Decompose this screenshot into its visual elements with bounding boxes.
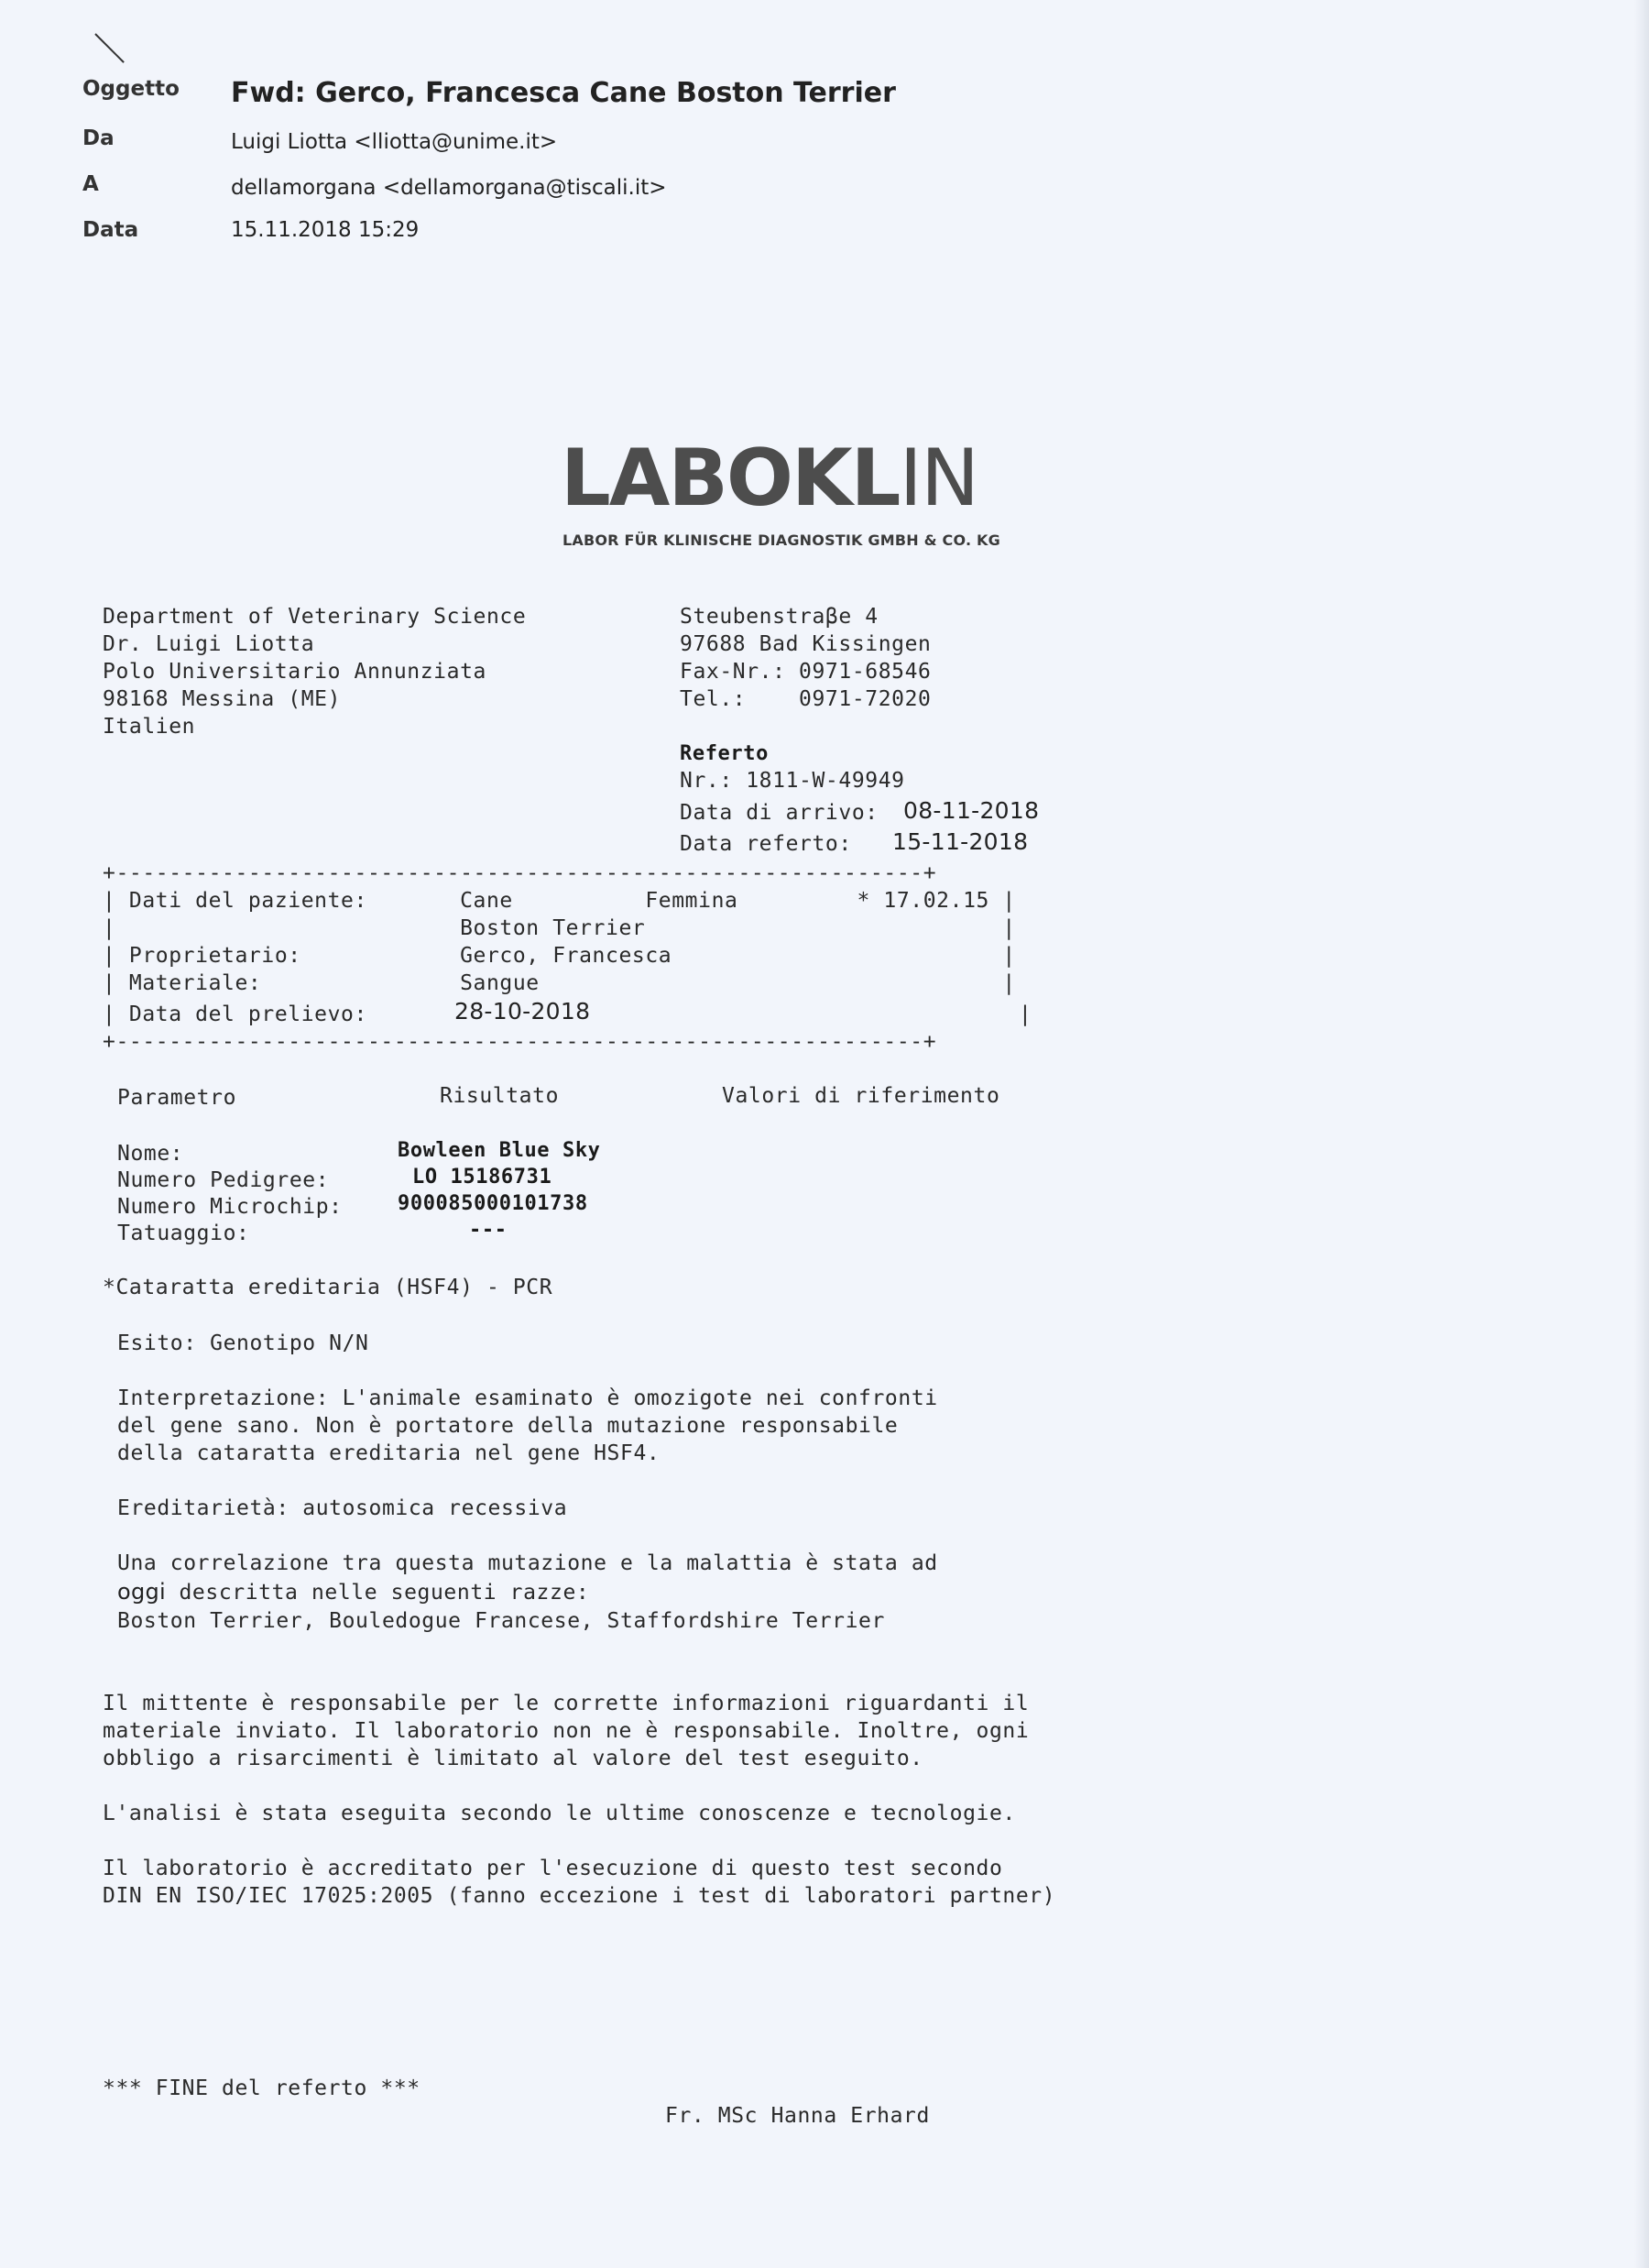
test-outcome: Esito: Genotipo N/N: [117, 1331, 369, 1355]
recipient-line: Department of Veterinary Science: [103, 605, 527, 629]
correlation-oggi: oggi: [117, 1579, 167, 1605]
dog-name: Bowleen Blue Sky: [398, 1139, 601, 1162]
disclaimer-line: Il mittente è responsabile per le corrette informazioni riguardanti il: [103, 1692, 1030, 1715]
accreditation-line: Il laboratorio è accreditato per l'esecuzione di questo test secondo: [103, 1857, 1003, 1880]
end-note: *** FINE del referto ***: [103, 2076, 420, 2100]
report-date-label: Data referto:: [680, 832, 852, 856]
date-label: Data: [82, 218, 139, 242]
report-title: Referto: [680, 742, 769, 765]
lab-address-line: Steubenstraβe 4: [680, 605, 879, 629]
logo-wordmark: [561, 433, 977, 524]
disclaimer-line: obbligo a risarcimenti è limitato al valore del test eseguito.: [103, 1747, 923, 1770]
report-number: Nr.: 1811-W-49949: [680, 769, 905, 793]
subject-label: Oggetto: [82, 77, 180, 101]
pedigree-number: LO 15186731: [412, 1166, 552, 1189]
signature: Fr. MSc Hanna Erhard: [665, 2104, 930, 2128]
col-parameter: Parametro: [117, 1086, 237, 1110]
ident-label: Tatuaggio:: [117, 1222, 250, 1245]
email-from: Luigi Liotta <lliotta@unime.it>: [231, 130, 558, 154]
patient-row: | Proprietario: Gerco, Francesca |: [103, 944, 1016, 968]
pen-mark: [94, 33, 125, 63]
logo-word-main: LABOKL: [561, 433, 900, 524]
report-date: 15-11-2018: [892, 828, 1029, 855]
col-reference: Valori di riferimento: [722, 1084, 1000, 1108]
sampling-date: 28-10-2018: [454, 998, 591, 1024]
email-subject: Fwd: Gerco, Francesca Cane Boston Terrier: [231, 77, 896, 109]
lab-address-line: 97688 Bad Kissingen: [680, 632, 932, 656]
page-edge-shadow: [1634, 0, 1649, 2268]
from-label: Da: [82, 126, 115, 150]
logo-tagline: LABOR FÜR KLINISCHE DIAGNOSTIK GMBH & CO. KG: [562, 531, 1000, 549]
box-border-bottom: +-------------------------------------------------------------+: [103, 1030, 937, 1054]
interpretation-line: Interpretazione: L'animale esaminato è omozigote nei confronti: [117, 1386, 938, 1410]
correlation-line: Boston Terrier, Bouledogue Francese, Staffordshire Terrier: [117, 1609, 885, 1633]
arrival-date: 08-11-2018: [903, 797, 1040, 824]
correlation-line: Una correlazione tra questa mutazione e la malattia è stata ad: [117, 1551, 938, 1575]
test-name: *Cataratta ereditaria (HSF4) - PCR: [103, 1276, 553, 1299]
correlation-line: [117, 1579, 589, 1605]
email-date: 15.11.2018 15:29: [231, 218, 420, 242]
recipient-line: Italien: [103, 715, 196, 739]
box-side: |: [1019, 1003, 1032, 1026]
accreditation-line: DIN EN ISO/IEC 17025:2005 (fanno eccezione i test di laboratori partner): [103, 1884, 1056, 1908]
patient-row: | Boston Terrier |: [103, 916, 1016, 940]
to-label: A: [82, 172, 99, 196]
lab-address-line: Tel.: 0971-72020: [680, 687, 932, 711]
col-result: Risultato: [440, 1084, 560, 1108]
patient-row: | Materiale: Sangue |: [103, 971, 1016, 995]
sampling-date-label: | Data del prelievo:: [103, 1003, 367, 1026]
ident-label: Nome:: [117, 1142, 184, 1166]
box-border-top: +-------------------------------------------------------------+: [103, 861, 937, 885]
arrival-label: Data di arrivo:: [680, 801, 879, 825]
heredity: Ereditarietà: autosomica recessiva: [117, 1496, 568, 1520]
technology-note: L'analisi è stata eseguita secondo le ultime conoscenze e tecnologie.: [103, 1802, 1016, 1825]
lab-address-line: Fax-Nr.: 0971-68546: [680, 660, 932, 684]
correlation-rest: descritta nelle seguenti razze:: [166, 1581, 590, 1605]
ident-label: Numero Pedigree:: [117, 1168, 330, 1192]
disclaimer-line: materiale inviato. Il laboratorio non ne è responsabile. Inoltre, ogni: [103, 1719, 1030, 1743]
recipient-line: Dr. Luigi Liotta: [103, 632, 315, 656]
logo-word-end: IN: [899, 433, 978, 524]
interpretation-line: della cataratta ereditaria nel gene HSF4.: [117, 1441, 661, 1465]
email-to: dellamorgana <dellamorgana@tiscali.it>: [231, 176, 667, 200]
interpretation-line: del gene sano. Non è portatore della mutazione responsabile: [117, 1414, 899, 1438]
patient-row: | Dati del paziente: Cane Femmina * 17.02.15 |: [103, 889, 1016, 913]
tattoo-value: ---: [469, 1219, 508, 1242]
recipient-line: 98168 Messina (ME): [103, 687, 342, 711]
ident-label: Numero Microchip:: [117, 1195, 343, 1219]
recipient-line: Polo Universitario Annunziata: [103, 660, 486, 684]
microchip-number: 900085000101738: [398, 1192, 588, 1215]
